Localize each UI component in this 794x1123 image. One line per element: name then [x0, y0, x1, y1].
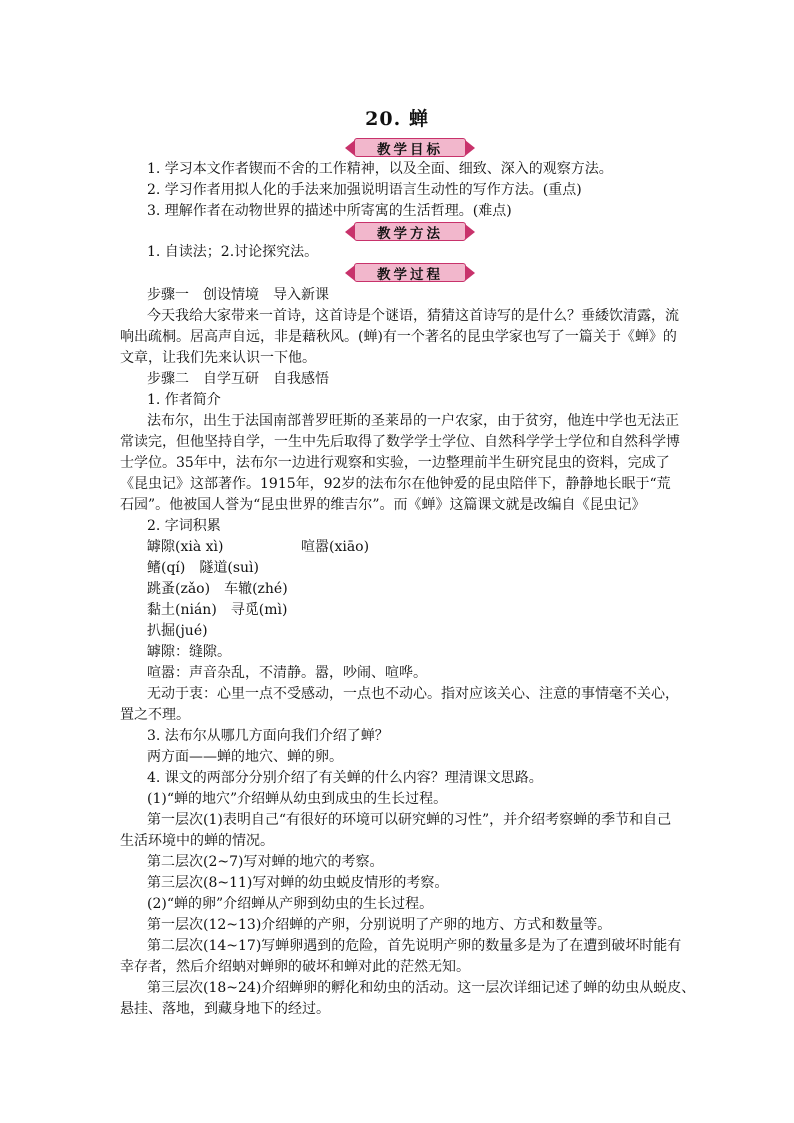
author-paragraph-line: 士学位。35年中，法布尔一边进行观察和实验，一边整理前半生研究昆虫的资料，完成了: [120, 455, 670, 471]
word-entry: 跳蚤(zǎo) 车辙(zhé): [147, 581, 288, 597]
banner-right-arrow-icon: [465, 140, 475, 156]
author-paragraph-line: 《昆虫记》这部著作。1915年，92岁的法布尔在他钟爱的昆虫陪伴下，静静地长眠于“荒: [120, 476, 671, 492]
definition-line: 置之不理。: [120, 707, 190, 723]
part2-layer-line: 第二层次(14~17)写蝉卵遇到的危险，首先说明产卵的数量多是为了在遭到破坏时能有: [147, 938, 682, 954]
part1-layer-line: 第一层次(1)表明自己“有很好的环境可以研究蝉的习性”，并介绍考察蝉的季节和自己: [147, 812, 672, 828]
definition-line: 喧嚣：声音杂乱，不清静。嚣，吵闹、喧哗。: [147, 665, 427, 681]
answer-3: 两方面——蝉的地穴、蝉的卵。: [147, 749, 343, 765]
page-title: 20. 蝉: [365, 108, 429, 130]
banner-label: 教学方法: [354, 222, 466, 241]
goal-3: 3. 理解作者在动物世界的描述中所寄寓的生活哲理。(难点): [147, 203, 512, 219]
question-3: 3. 法布尔从哪几方面向我们介绍了蝉？: [147, 728, 389, 744]
definition-line: 无动于衷：心里一点不受感动，一点也不动心。指对应该关心、注意的事情毫不关心，: [147, 686, 679, 702]
question-4: 4. 课文的两部分分别介绍了有关蝉的什么内容？理清课文思路。: [147, 770, 543, 786]
part2-layer-line: 第三层次(18~24)介绍蝉卵的孵化和幼虫的活动。这一层次详细记述了蝉的幼虫从蜕皮、: [147, 980, 696, 996]
goal-2: 2. 学习作者用拟人化的手法来加强说明语言生动性的写作方法。(重点): [147, 182, 582, 198]
words-heading: 2. 字词积累: [147, 518, 221, 534]
definition-line: 罅隙：缝隙。: [147, 644, 231, 660]
part2-layer-line: 第一层次(12~13)介绍蝉的产卵，分别说明了产卵的地方、方式和数量等。: [147, 917, 612, 933]
step1-paragraph-line: 文章，让我们先来认识一下他。: [120, 350, 316, 366]
step1-heading: 步骤一 创设情境 导入新课: [147, 287, 329, 303]
author-paragraph-line: 石园”。他被国人誉为“昆虫世界的维吉尔”。而《蝉》这篇课文就是改编自《昆虫记》: [120, 497, 646, 513]
section-banner-goals: [344, 138, 476, 157]
word-entry: 黏土(nián) 寻觅(mì): [147, 602, 288, 618]
part2-layer-line: 悬挂、落地，到藏身地下的经过。: [120, 1001, 330, 1017]
banner-label: 教学过程: [354, 263, 466, 282]
banner-right-arrow-icon: [465, 265, 475, 281]
word-entry: 喧嚣(xiāo): [301, 539, 370, 555]
part2-layer-line: 幸存者，然后介绍蚋对蝉卵的破坏和蝉对此的茫然无知。: [120, 959, 470, 975]
word-entry: 罅隙(xià xì): [147, 539, 224, 555]
section-banner-methods: [344, 222, 476, 241]
part1-layer-line: 第二层次(2~7)写对蝉的地穴的考察。: [147, 854, 384, 870]
step2-heading: 步骤二 自学互研 自我感悟: [147, 371, 329, 387]
author-paragraph-line: 常读完，但他坚持自学，一生中先后取得了数学学士学位、自然科学学士学位和自然科学博: [120, 434, 680, 450]
goal-1: 1. 学习本文作者锲而不舍的工作精神，以及全面、细致、深入的观察方法。: [147, 161, 613, 177]
methods-text: 1. 自读法；2.讨论探究法。: [147, 244, 319, 260]
part1-layer-line: 第三层次(8~11)写对蝉的幼虫蜕皮情形的考察。: [147, 875, 449, 891]
banner-right-arrow-icon: [465, 224, 475, 240]
part2-summary: (2)“蝉的卵”介绍蝉从产卵到幼虫的生长过程。: [147, 896, 434, 912]
part1-layer-line: 生活环境中的蝉的情况。: [120, 833, 274, 849]
banner-label: 教学目标: [354, 138, 466, 157]
part1-summary: (1)“蝉的地穴”介绍蝉从幼虫到成虫的生长过程。: [147, 791, 448, 807]
step1-paragraph-line: 今天我给大家带来一首诗，这首诗是个谜语，猜猜这首诗写的是什么？垂緌饮清露，流: [147, 308, 679, 324]
word-entry: 扒掘(jué): [147, 623, 208, 639]
section-banner-process: [344, 263, 476, 282]
word-entry: 鳍(qí) 隧道(suì): [147, 560, 259, 576]
author-paragraph-line: 法布尔，出生于法国南部普罗旺斯的圣莱昂的一户农家，由于贫穷，他连中学也无法正: [147, 413, 679, 429]
step1-paragraph-line: 响出疏桐。居高声自远，非是藉秋风。(蝉)有一个著名的昆虫学家也写了一篇关于《蝉》的: [120, 329, 677, 345]
author-heading: 1. 作者简介: [147, 392, 221, 408]
